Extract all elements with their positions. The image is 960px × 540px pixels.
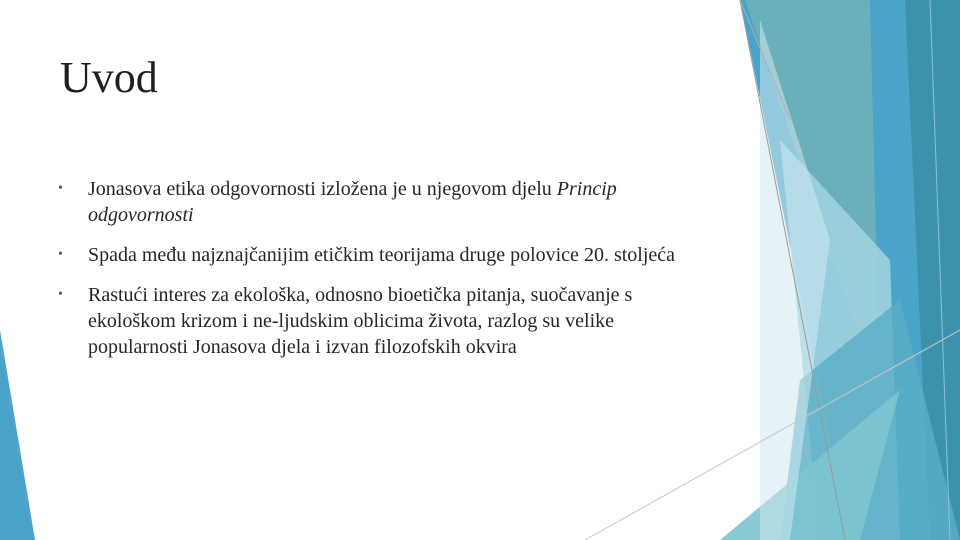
bullet-text: Jonasova etika odgovornosti izložena je u njegovom djelu	[88, 178, 557, 200]
bullet-list	[56, 176, 716, 374]
slide-title: Uvod	[60, 53, 158, 102]
bullet-text: Rastući interes za ekološka, odnosno bioetička pitanja, suočavanje s ekološkom krizom i ne-ljudskim oblicima života, razlog su velike popularnosti Jonasova djela i izvan filozofskih okvira	[88, 284, 633, 358]
bullet-dot-icon: •	[58, 181, 63, 196]
bullet-dot-icon: •	[58, 247, 63, 262]
bullet-text: Spada među najznajčanijim etičkim teorijama druge polovice 20. stoljeća	[88, 244, 676, 266]
bullet-item	[56, 242, 716, 268]
bullet-dot-icon: •	[58, 287, 63, 302]
deco-corner-left	[0, 330, 35, 540]
bullet-italic-text: Princip odgovornosti	[88, 178, 617, 226]
bullet-item	[56, 176, 716, 228]
bullet-item	[56, 282, 716, 360]
